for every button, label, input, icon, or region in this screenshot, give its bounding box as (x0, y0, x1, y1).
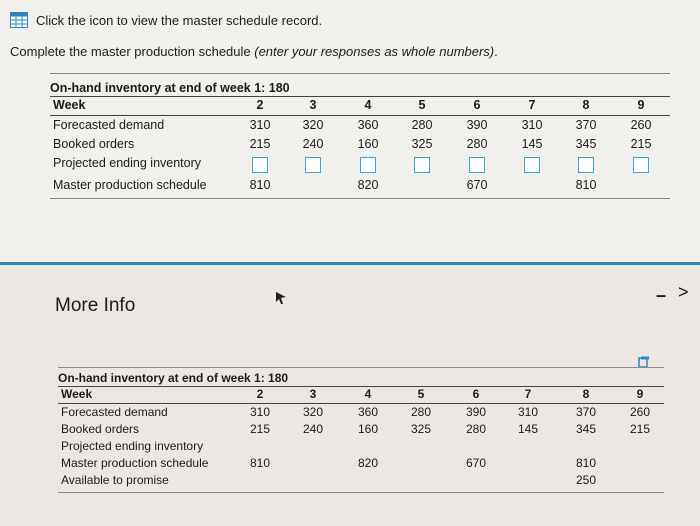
instruction-main: Complete the master production schedule (10, 44, 255, 59)
close-icon[interactable]: > (678, 282, 689, 302)
instruction-end: . (494, 44, 498, 59)
mps-cell: 260 (630, 118, 652, 132)
info-header-row (58, 386, 678, 403)
onhand-label: On-hand inventory at end of week 1: 180 (50, 81, 290, 95)
mps-week-5: 5 (418, 98, 426, 112)
mps-week-3: 3 (309, 98, 317, 112)
info-cell: 360 (357, 405, 379, 419)
info-cell: 670 (465, 456, 487, 470)
mps-cell: 810 (575, 178, 597, 192)
info-week-5: 5 (417, 387, 425, 401)
info-cell: 310 (249, 405, 271, 419)
info-row-available-to-promise (58, 472, 678, 489)
info-week-3: 3 (309, 387, 317, 401)
info-cell: 810 (249, 456, 271, 470)
info-row-label: Forecasted demand (61, 405, 168, 419)
mps-cell: 810 (249, 178, 271, 192)
mps-cell: 360 (357, 118, 379, 132)
mps-header-row (50, 96, 670, 115)
info-top-rule (58, 367, 664, 368)
info-row-label: Projected ending inventory (61, 439, 204, 453)
info-cell: 820 (357, 456, 379, 470)
mps-cell: 240 (302, 137, 324, 151)
info-cell: 310 (517, 405, 539, 419)
info-cell: 240 (302, 422, 324, 436)
info-week-6: 6 (472, 387, 480, 401)
mps-cell: 310 (249, 118, 271, 132)
info-row-master-production-schedule (58, 455, 678, 472)
mps-input-projected-ending-inventory-week-7[interactable] (524, 157, 540, 173)
mps-cell: 325 (411, 137, 433, 151)
info-cell: 325 (410, 422, 432, 436)
info-header-label: Week (61, 387, 93, 401)
master-schedule-link-text[interactable]: Click the icon to view the master schedule record. (36, 12, 323, 28)
info-cell: 160 (357, 422, 379, 436)
info-row-label: Master production schedule (61, 456, 209, 470)
info-cell: 215 (629, 422, 651, 436)
info-row-forecasted-demand (58, 404, 678, 421)
mps-grid (50, 96, 670, 199)
mps-week-4: 4 (364, 98, 372, 112)
mps-input-projected-ending-inventory-week-3[interactable] (305, 157, 321, 173)
instruction-italic: (enter your responses as whole numbers) (254, 44, 495, 59)
mps-row-master-production-schedule (50, 176, 670, 195)
info-cell: 250 (575, 473, 597, 487)
info-row-label: Booked orders (61, 422, 140, 436)
mps-week-2: 2 (256, 98, 264, 112)
mps-week-9: 9 (637, 98, 645, 112)
info-onhand-label: On-hand inventory at end of week 1: 180 (58, 371, 289, 385)
mps-input-projected-ending-inventory-week-2[interactable] (252, 157, 268, 173)
mps-week-8: 8 (582, 98, 590, 112)
mps-input-projected-ending-inventory-week-9[interactable] (633, 157, 649, 173)
mps-cell: 370 (575, 118, 597, 132)
mps-input-projected-ending-inventory-week-4[interactable] (360, 157, 376, 173)
minimize-icon[interactable]: – (656, 285, 667, 305)
mps-week-6: 6 (473, 98, 481, 112)
mps-cell: 280 (466, 137, 488, 151)
info-cell: 145 (517, 422, 539, 436)
master-schedule-link[interactable] (10, 10, 322, 30)
info-cell: 810 (575, 456, 597, 470)
info-week-7: 7 (524, 387, 532, 401)
info-grid (58, 386, 678, 493)
info-cell: 320 (302, 405, 324, 419)
mps-cell: 820 (357, 178, 379, 192)
mps-row-label: Booked orders (53, 137, 135, 151)
info-cell: 345 (575, 422, 597, 436)
info-week-2: 2 (256, 387, 264, 401)
mps-input-projected-ending-inventory-week-5[interactable] (414, 157, 430, 173)
mps-input-projected-ending-inventory-week-8[interactable] (578, 157, 594, 173)
info-cell: 280 (465, 422, 487, 436)
mouse-cursor-icon (276, 292, 286, 304)
info-week-9: 9 (636, 387, 644, 401)
mps-cell: 160 (357, 137, 379, 151)
mps-cell: 320 (302, 118, 324, 132)
table-icon[interactable] (10, 12, 28, 28)
info-week-4: 4 (364, 387, 372, 401)
mps-input-projected-ending-inventory-week-6[interactable] (469, 157, 485, 173)
mps-cell: 670 (466, 178, 488, 192)
mps-cell: 145 (521, 137, 543, 151)
mps-cell: 310 (521, 118, 543, 132)
info-cell: 390 (465, 405, 487, 419)
info-cell: 260 (629, 405, 651, 419)
mps-row-booked-orders (50, 135, 670, 154)
info-cell: 215 (249, 422, 271, 436)
mps-cell: 345 (575, 137, 597, 151)
mps-row-label: Forecasted demand (53, 118, 165, 132)
info-cell: 370 (575, 405, 597, 419)
table-top-rule (50, 73, 670, 74)
mps-row-forecasted-demand (50, 116, 670, 135)
mps-cell: 215 (249, 137, 271, 151)
mps-cell: 215 (630, 137, 652, 151)
mps-bottom-rule (50, 198, 670, 199)
mps-row-projected-ending-inventory (50, 154, 670, 176)
info-row-booked-orders (58, 421, 678, 438)
info-row-label: Available to promise (61, 473, 169, 487)
info-cell: 280 (410, 405, 432, 419)
mps-table (50, 80, 670, 199)
mps-cell: 280 (411, 118, 433, 132)
info-week-8: 8 (582, 387, 590, 401)
info-bottom-rule (58, 492, 664, 493)
more-info-title: More Info (55, 295, 136, 316)
mps-cell: 390 (466, 118, 488, 132)
instruction-text (10, 44, 498, 59)
info-row-projected-ending-inventory (58, 438, 678, 455)
more-info-table (58, 370, 664, 493)
mps-row-label: Projected ending inventory (53, 156, 202, 170)
mps-header-label: Week (53, 98, 86, 112)
mps-week-7: 7 (528, 98, 536, 112)
mps-row-label: Master production schedule (53, 178, 207, 192)
